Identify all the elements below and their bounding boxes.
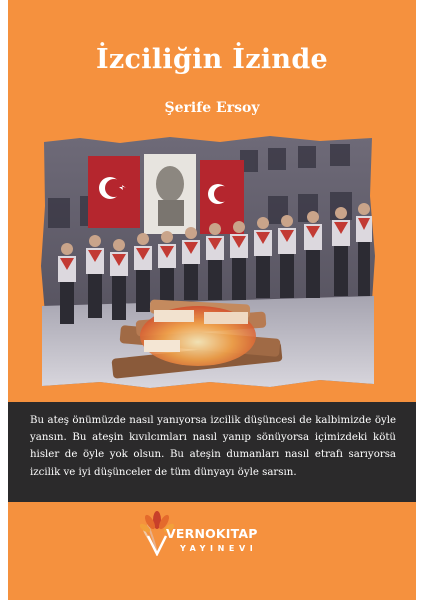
book-cover [8, 0, 416, 600]
back-cover-blurb: Bu ateş önümüzde nasıl yanıyorsa izcilik düşüncesi de kalbimizde öyle yansın. Bu ateşin kıvılcımları nasıl yanıp sönüyorsa içimizdeki kötü hisler de öyle yok olsun. Bu ateşin dumanları nasıl etrafı sarıyorsa izcilik ve iyi düşünceler de tüm dünyayı öyle sarsın. [30, 415, 396, 478]
campfire-photo [40, 136, 376, 388]
publisher-subtitle: YAYINEVI [180, 544, 258, 553]
book-title: İzciliğin İzinde [95, 44, 329, 75]
publisher-name: VERNOKITAP [166, 526, 258, 541]
publisher-logo [140, 508, 280, 558]
author-name: Şerife Ersoy [164, 100, 260, 116]
